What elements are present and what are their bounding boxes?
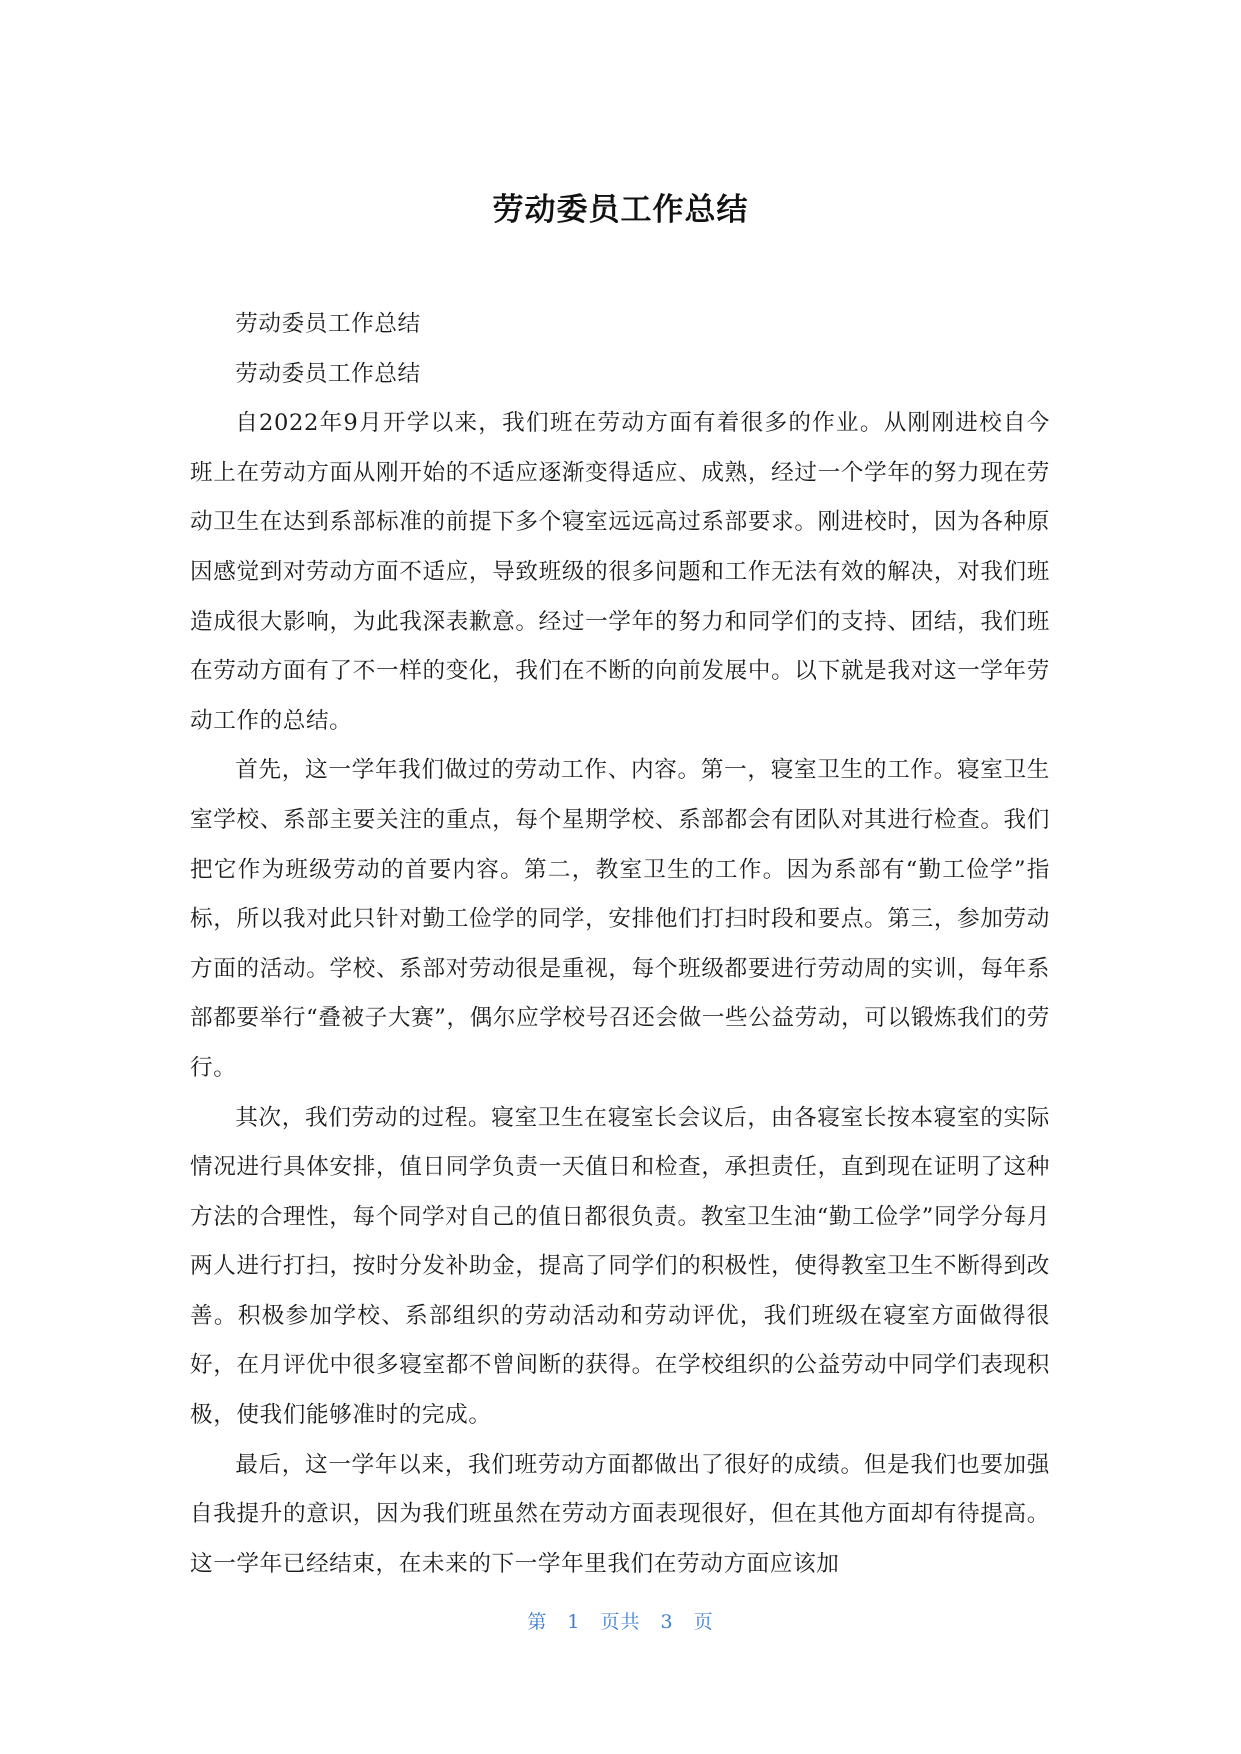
page-footer [0,1607,1241,1634]
footer-total-pages: 3 [660,1611,674,1633]
footer-label-end: 页 [693,1611,714,1633]
footer-label-page: 第 [527,1611,548,1633]
paragraph-second: 其次，我们劳动的过程。寝室卫生在寝室长会议后，由各寝室长按本寝室的实际情况进行具体安排，值日同学负责一天值日和检查，承担责任，直到现在证明了这种方法的合理性，每个同学对自己的值日都很负责。教室卫生油“勤工俭学”同学分每月两人进行打扫，按时分发补助金，提高了同学们的积极性，使得教室卫生不断得到改善。积极参加学校、系部组织的劳动活动和劳动评优，我们班级在寝室方面做得很好，在月评优中很多寝室都不曾间断的获得。在学校组织的公益劳动中同学们表现积极，使我们能够准时的完成。 [190,1104,1050,1429]
paragraph-subtitle-1: 劳动委员工作总结 [235,311,421,337]
document-body [190,300,1050,1589]
paragraph-subtitle-2: 劳动委员工作总结 [235,360,421,387]
paragraph-last: 最后，这一学年以来，我们班劳动方面都做出了很好的成绩。但是我们也要加强自我提升的意识，因为我们班虽然在劳动方面表现很好，但在其他方面却有待提高。这一学年已经结束，在未来的下一学年里我们在劳动方面应该加 [190,1451,1050,1577]
document-title: 劳动委员工作总结 [492,192,749,228]
paragraph-intro: 自2022年9月开学以来，我们班在劳动方面有着很多的作业。从刚刚进校自今班上在劳动方面从刚开始的不适应逐渐变得适应、成熟，经过一个学年的努力现在劳动卫生在达到系部标准的前提下多个寝室远远高过系部要求。刚进校时，因为各种原因感觉到对劳动方面不适应，导致班级的很多问题和工作无法有效的解决，对我们班造成很大影响，为此我深表歉意。经过一学年的努力和同学们的支持、团结，我们班在劳动方面有了不一样的变化，我们在不断的向前发展中。以下就是我对这一学年劳动工作的总结。 [190,410,1050,734]
footer-label-of: 页共 [600,1611,641,1633]
paragraph-first: 首先，这一学年我们做过的劳动工作、内容。第一，寝室卫生的工作。寝室卫生室学校、系部主要关注的重点，每个星期学校、系部都会有团队对其进行检查。我们把它作为班级劳动的首要内容。第二，教室卫生的工作。因为系部有“勤工俭学”指标，所以我对此只针对勤工俭学的同学，安排他们打扫时段和要点。第三，参加劳动方面的活动。学校、系部对劳动很是重视，每个班级都要进行劳动周的实训，每年系部都要举行“叠被子大赛”，偶尔应学校号召还会做一些公益劳动，可以锻炼我们的劳行。 [190,757,1050,1081]
footer-current-page: 1 [567,1611,581,1633]
